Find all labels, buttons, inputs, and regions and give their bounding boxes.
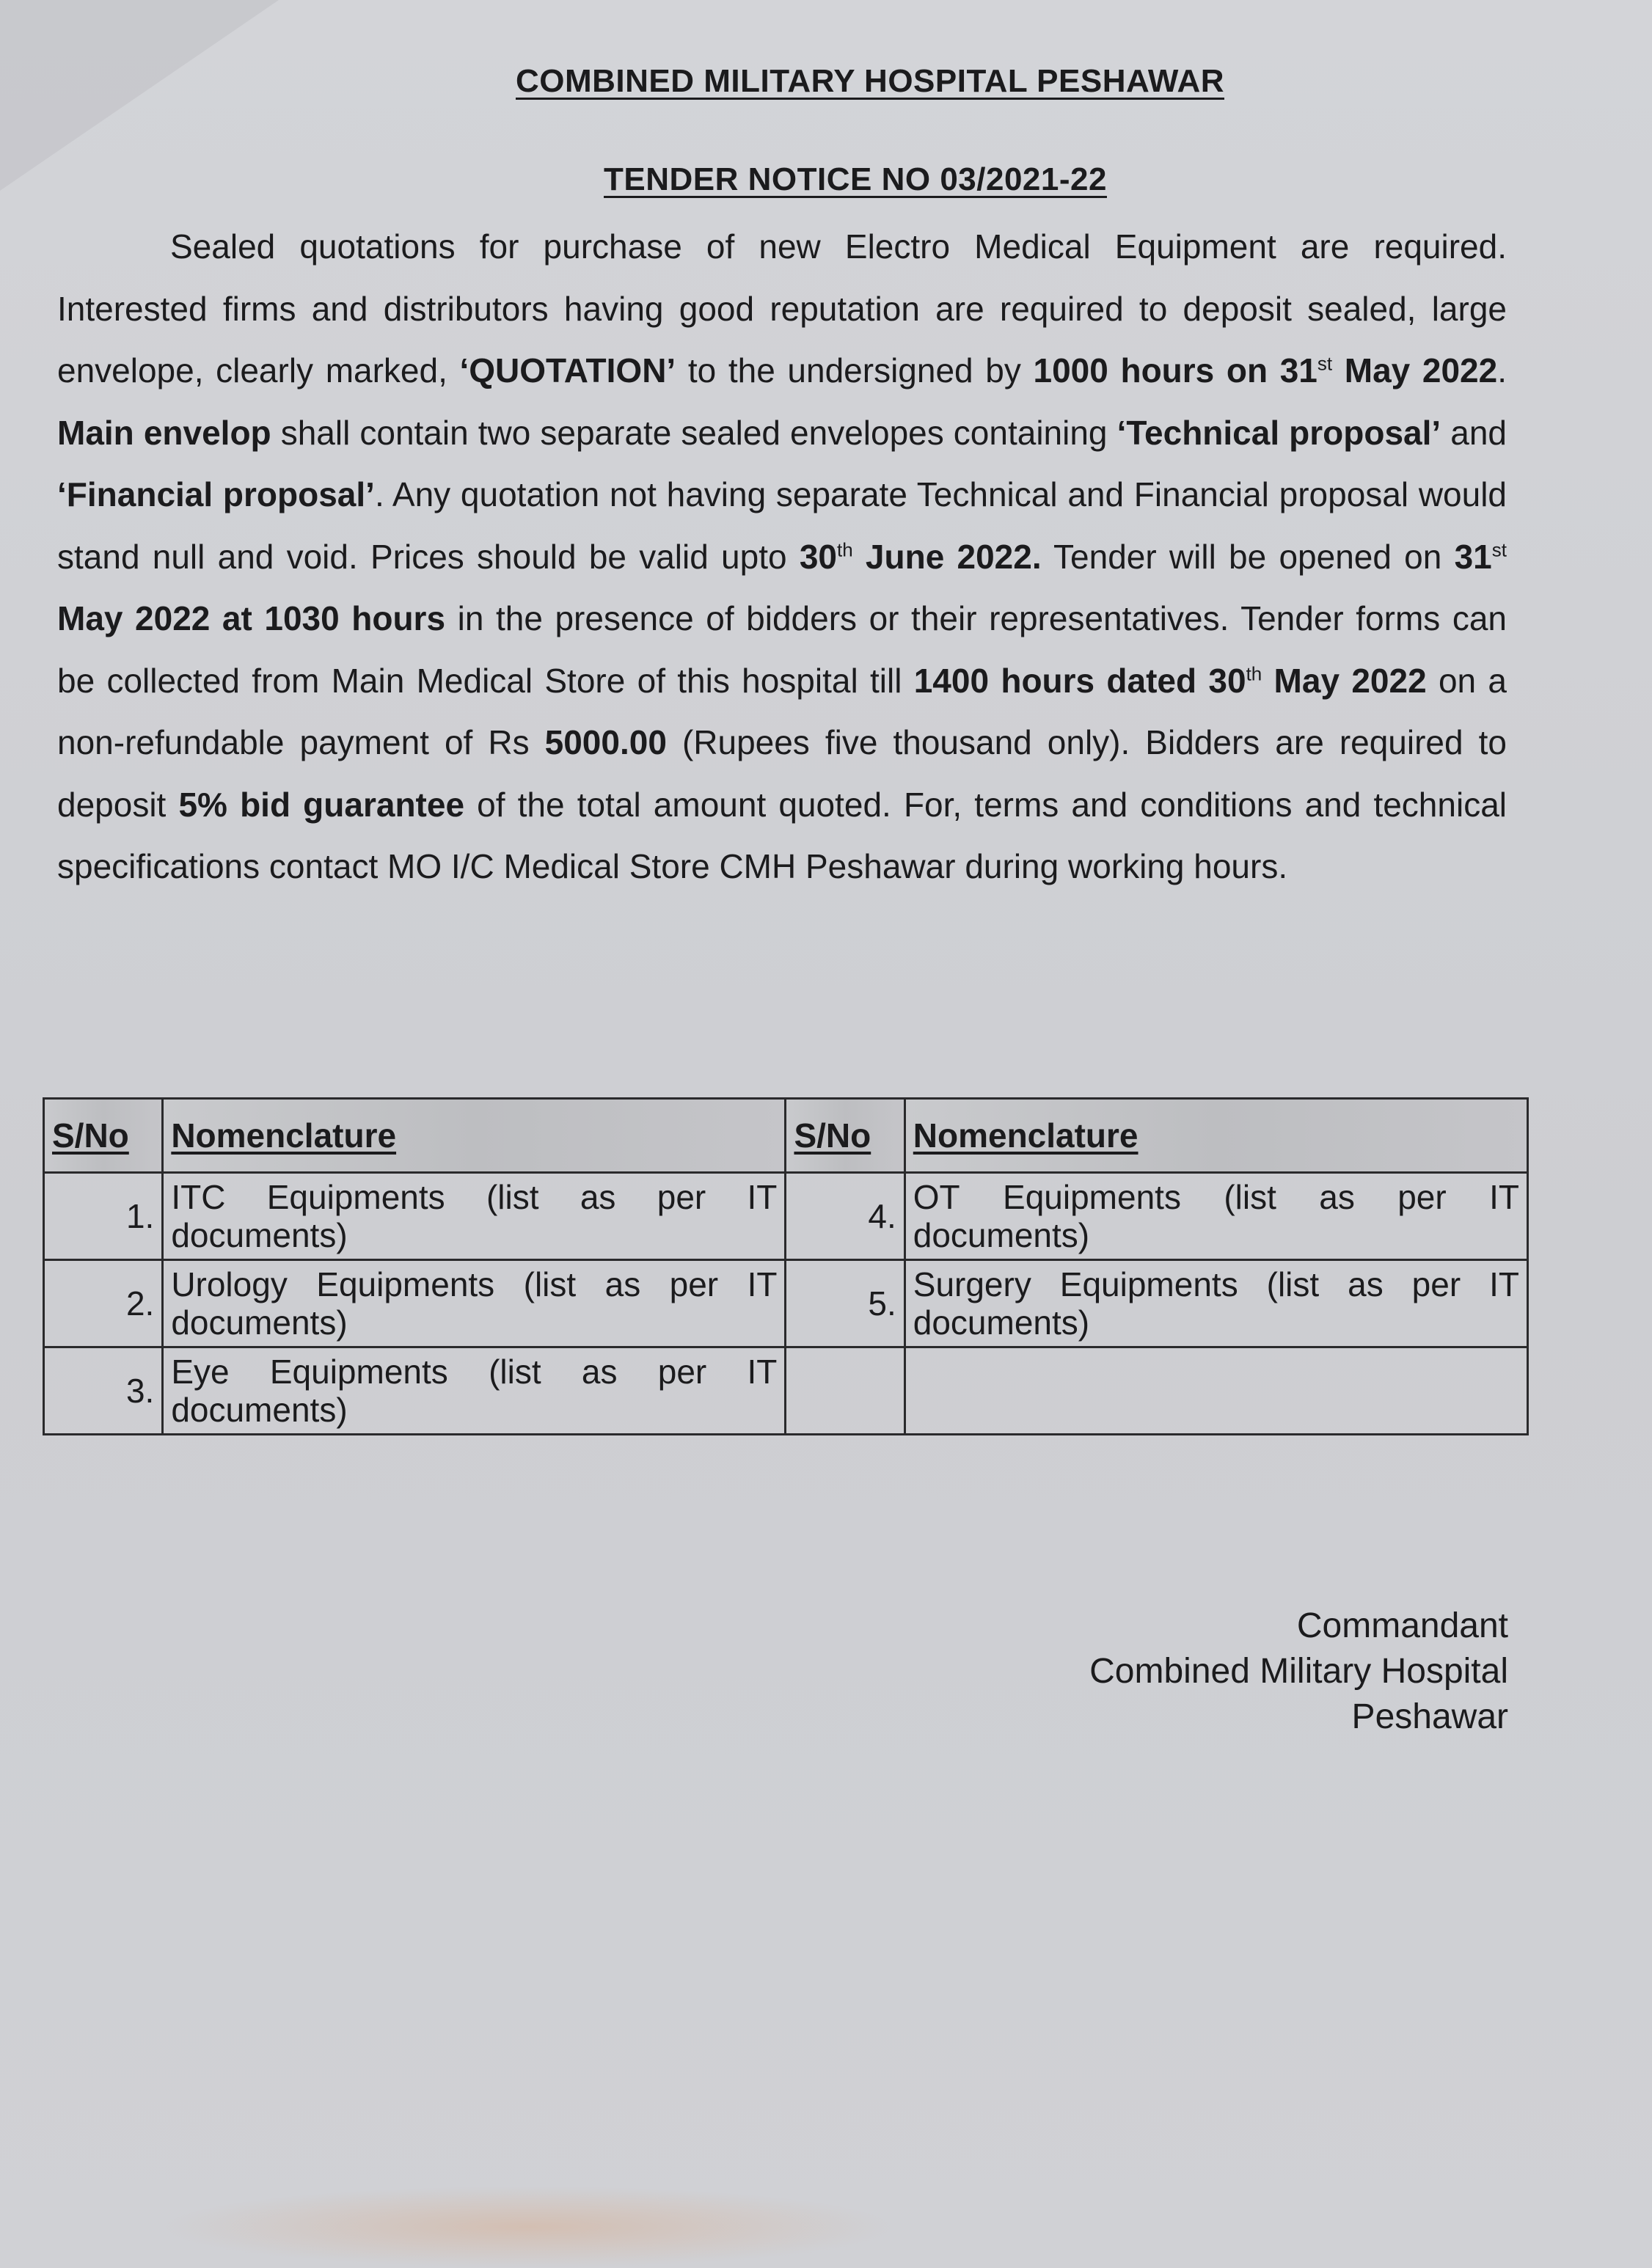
notice-body-paragraph: Sealed quotations for purchase of new Electro Medical Equipment are required. Interested firms and distributors having good reputation are required to deposit sealed, large envelope, clearly marked, ‘QUOTATION’ to the undersigned by 1000 hours on 31st May 2022. Main envelop shall contain two separate sealed envelopes containing ‘Technical proposal’ and ‘Financial proposal’. Any quotation not having separate Technical and Financial proposal would stand null and void. Prices should be valid upto 30th June 2022. Tender will be opened on 31st May 2022 at 1030 hours in the presence of bidders or their representatives. Tender forms can be collected from Main Medical Store of this hospital till 1400 hours dated 30th May 2022 on a non-refundable payment of Rs 5000.00 (Rupees five thousand only). Bidders are required to deposit 5% bid guarantee of the total amount quoted. For, terms and conditions and technical specifications contact MO I/C Medical Store CMH Peshawar during working hours. xyxy=(57,227,1507,885)
nomenclature-word: IT xyxy=(747,1353,778,1391)
nomenclature-word: as xyxy=(604,1265,641,1303)
nomenclature-word: IT xyxy=(747,1265,778,1303)
serial-number-cell: 2. xyxy=(44,1260,163,1347)
nomenclature-word: Equipments xyxy=(316,1265,495,1303)
nomenclature-word: Equipments xyxy=(1059,1265,1238,1303)
nomenclature-cell xyxy=(904,1347,1527,1435)
nomenclature-word: as xyxy=(1348,1265,1384,1303)
organization-heading: COMBINED MILITARY HOSPITAL PESHAWAR xyxy=(516,63,1224,99)
table-row xyxy=(44,1173,1528,1260)
paper-stain xyxy=(161,2186,895,2268)
nomenclature-first-line xyxy=(913,1265,1519,1303)
nomenclature-word: per xyxy=(657,1178,706,1216)
nomenclature-word: as xyxy=(580,1178,616,1216)
nomenclature-word: Equipments xyxy=(269,1353,448,1391)
tender-notice-title: TENDER NOTICE NO 03/2021-22 xyxy=(604,161,1107,197)
nomenclature-word: (list xyxy=(1266,1265,1320,1303)
nomenclature-cell xyxy=(904,1260,1527,1347)
signatory-city: Peshawar xyxy=(1351,1697,1508,1736)
nomenclature-word: IT xyxy=(747,1178,778,1216)
nomenclature-word: per xyxy=(1397,1178,1447,1216)
nomenclature-second-line: documents) xyxy=(171,1216,348,1254)
nomenclature-word: as xyxy=(1319,1178,1355,1216)
nomenclature-word: (list xyxy=(523,1265,577,1303)
header-nomenclature-right: Nomenclature xyxy=(904,1099,1527,1173)
header-sno-left: S/No xyxy=(44,1099,163,1173)
nomenclature-word: IT xyxy=(1489,1265,1519,1303)
serial-number-cell: 4. xyxy=(786,1173,904,1260)
signatory-institution: Combined Military Hospital xyxy=(1089,1652,1508,1691)
signature-block xyxy=(1089,1603,1508,1740)
nomenclature-first-line xyxy=(171,1178,777,1216)
nomenclature-word: ITC xyxy=(171,1178,226,1216)
nomenclature-word: (list xyxy=(486,1178,539,1216)
nomenclature-word: as xyxy=(581,1353,618,1391)
serial-number-cell: 5. xyxy=(786,1260,904,1347)
nomenclature-word: Eye xyxy=(171,1353,230,1391)
nomenclature-word: Urology xyxy=(171,1265,288,1303)
nomenclature-second-line: documents) xyxy=(171,1303,348,1342)
nomenclature-cell xyxy=(904,1173,1527,1260)
nomenclature-word: (list xyxy=(489,1353,541,1391)
serial-number-cell: 3. xyxy=(44,1347,163,1435)
nomenclature-cell xyxy=(163,1173,786,1260)
nomenclature-word: IT xyxy=(1489,1178,1519,1216)
nomenclature-cell xyxy=(163,1347,786,1435)
table-row xyxy=(44,1347,1528,1435)
signatory-designation: Commandant xyxy=(1296,1606,1508,1645)
header-nomenclature-left: Nomenclature xyxy=(163,1099,786,1173)
table-row xyxy=(44,1260,1528,1347)
header-sno-right: S/No xyxy=(786,1099,904,1173)
table-header-row xyxy=(44,1099,1528,1173)
nomenclature-second-line: documents) xyxy=(913,1216,1090,1254)
nomenclature-second-line: documents) xyxy=(171,1391,348,1429)
nomenclature-cell xyxy=(163,1260,786,1347)
nomenclature-word: per xyxy=(657,1353,707,1391)
nomenclature-word: OT xyxy=(913,1178,960,1216)
serial-number-cell xyxy=(786,1347,904,1435)
nomenclature-word: Equipments xyxy=(1003,1178,1181,1216)
equipment-table xyxy=(43,1097,1529,1435)
nomenclature-second-line: documents) xyxy=(913,1303,1090,1342)
nomenclature-first-line xyxy=(171,1353,777,1391)
nomenclature-first-line xyxy=(913,1178,1519,1216)
nomenclature-word: per xyxy=(669,1265,719,1303)
nomenclature-word: Surgery xyxy=(913,1265,1031,1303)
nomenclature-word: Equipments xyxy=(266,1178,445,1216)
nomenclature-word: (list xyxy=(1224,1178,1276,1216)
nomenclature-first-line xyxy=(171,1265,777,1303)
nomenclature-word: per xyxy=(1411,1265,1461,1303)
serial-number-cell: 1. xyxy=(44,1173,163,1260)
